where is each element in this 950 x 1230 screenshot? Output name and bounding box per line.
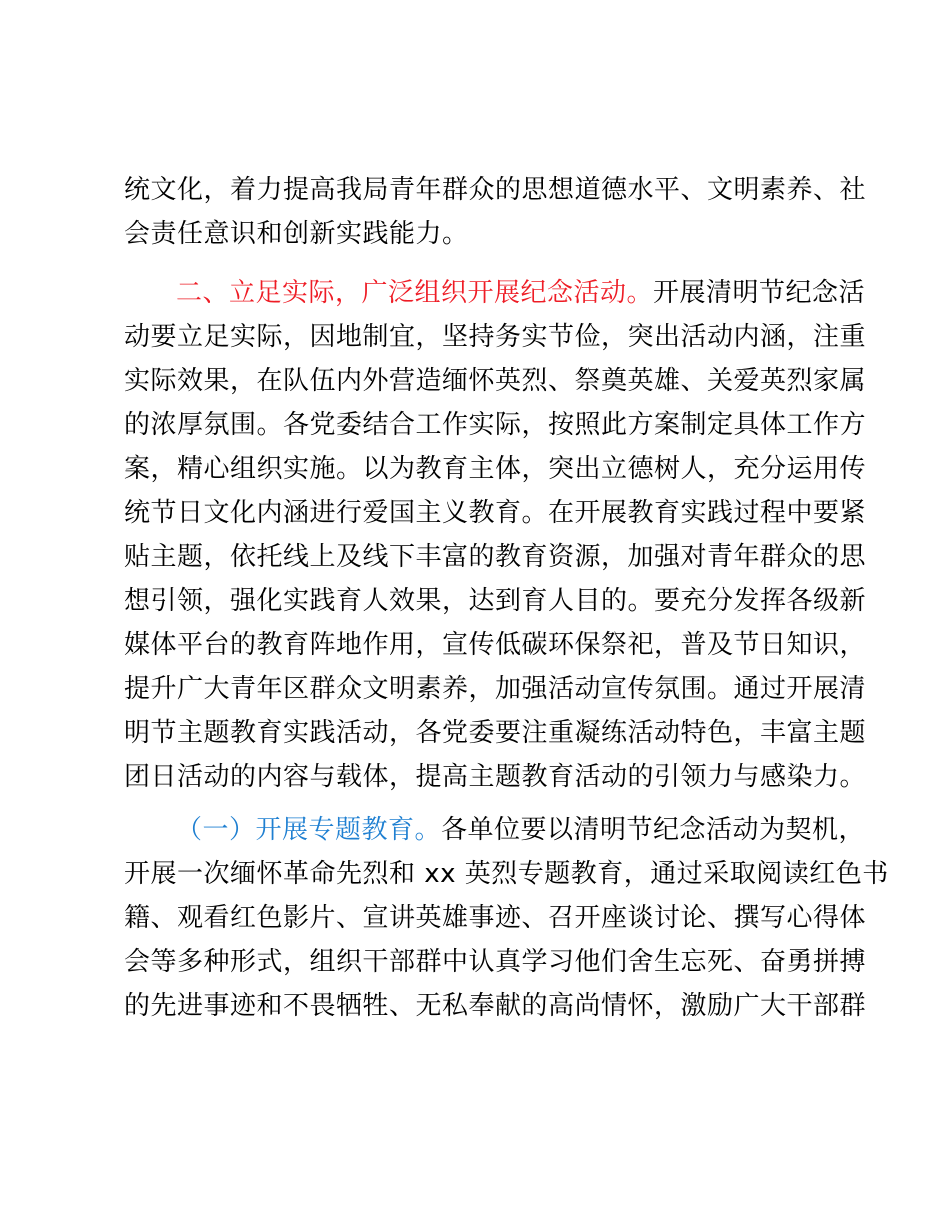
paragraph-line: 统节日文化内涵进行爱国主义教育。在开展教育实践过程中要紧 bbox=[124, 498, 867, 528]
subsection-text: 各单位要以清明节纪念活动为契机， bbox=[441, 815, 866, 845]
paragraph-line: 统文化，着力提高我局青年群众的思想道德水平、文明素养、社 bbox=[124, 175, 867, 205]
section-heading: 二、立足实际，广泛组织开展纪念活动。 bbox=[176, 278, 654, 308]
paragraph-line: 籍、观看红色影片、宣讲英雄事迹、召开座谈讨论、撰写心得体 bbox=[124, 903, 867, 933]
subsection-1-first-line bbox=[176, 810, 866, 850]
subsection-heading: （一）开展专题教育。 bbox=[176, 815, 442, 845]
paragraph-line: 开展一次缅怀革命先烈和 xx 英烈专题教育，通过采取阅读红色书 bbox=[124, 859, 889, 889]
paragraph-line: 的浓厚氛围。各党委结合工作实际，按照此方案制定具体工作方 bbox=[124, 410, 867, 440]
paragraph-line: 想引领，强化实践育人效果，达到育人目的。要充分发挥各级新 bbox=[124, 586, 867, 616]
paragraph-line: 明节主题教育实践活动，各党委要注重凝练活动特色，丰富主题 bbox=[124, 718, 867, 748]
paragraph-line: 实际效果，在队伍内外营造缅怀英烈、祭奠英雄、关爱英烈家属 bbox=[124, 366, 867, 396]
paragraph-line: 的先进事迹和不畏牺牲、无私奉献的高尚情怀，激励广大干部群 bbox=[124, 991, 867, 1021]
paragraph-line: 动要立足实际，因地制宜，坚持务实节俭，突出活动内涵，注重 bbox=[124, 322, 867, 352]
paragraph-line: 媒体平台的教育阵地作用，宣传低碳环保祭祀，普及节日知识， bbox=[124, 630, 867, 660]
paragraph-line: 团日活动的内容与载体，提高主题教育活动的引领力与感染力。 bbox=[124, 762, 867, 792]
paragraph-line: 会责任意识和创新实践能力。 bbox=[124, 219, 469, 249]
paragraph-line: 案，精心组织实施。以为教育主体，突出立德树人，充分运用传 bbox=[124, 454, 867, 484]
section-text: 开展清明节纪念活 bbox=[653, 278, 866, 308]
section-2-first-line bbox=[176, 273, 866, 313]
paragraph-line: 会等多种形式，组织干部群中认真学习他们舍生忘死、奋勇拼搏 bbox=[124, 947, 867, 977]
paragraph-line: 贴主题，依托线上及线下丰富的教育资源，加强对青年群众的思 bbox=[124, 542, 867, 572]
paragraph-line: 提升广大青年区群众文明素养，加强活动宣传氛围。通过开展清 bbox=[124, 674, 867, 704]
